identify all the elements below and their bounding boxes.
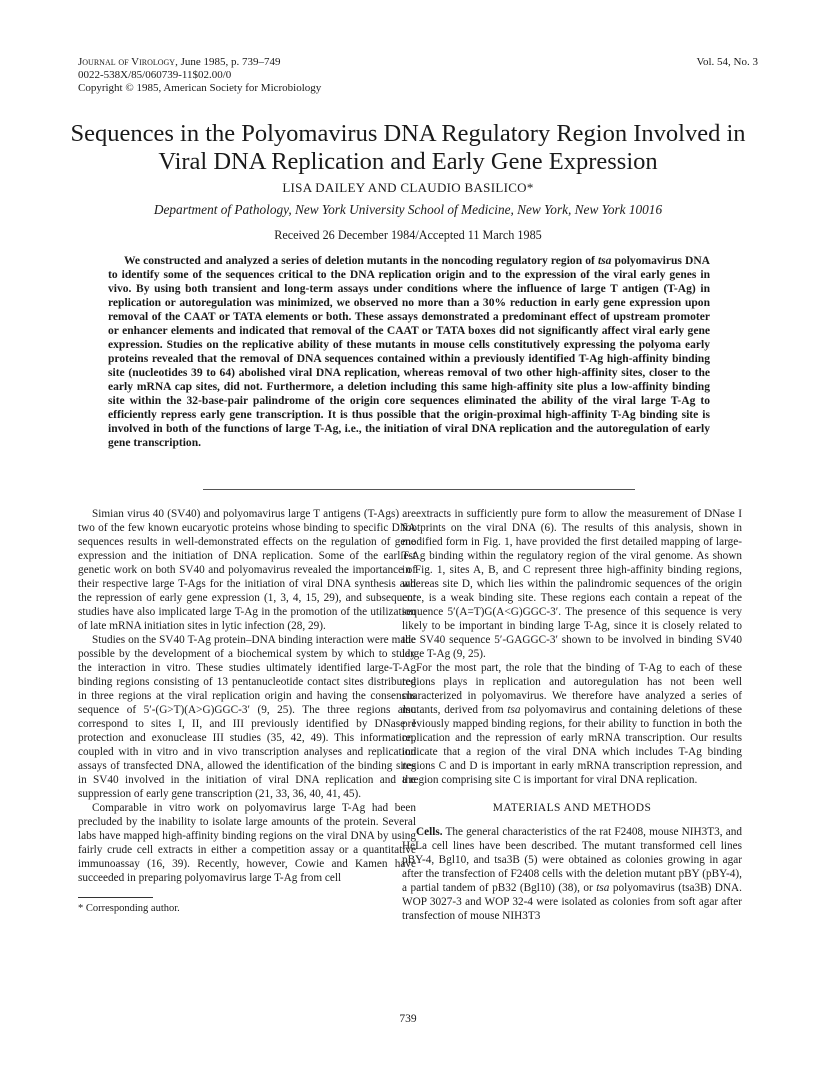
body-paragraph: Cells. The general characteristics of the rat F2408, mouse NIH3T3, and HeLa cell lines have been described. The mutant transformed cell lines pBY-4, Bgl10, and tsa3B (5) were obtained as colonies growing in agar after the transfection of F2408 cells with the deletion mutant pBY (pBY-4), a partial tandem of pB32 (Bgl10) (38), or tsa polyomavirus (tsa3B) DNA. WOP 3027-3 and WOP 32-4 were isolated as colonies from soft agar after transfection of mouse NIH3T3: [402, 826, 742, 922]
volume-number: Vol. 54, No. 3: [696, 56, 758, 68]
section-heading: MATERIALS AND METHODS: [492, 802, 652, 814]
left-column: [78, 507, 416, 885]
running-header: [78, 56, 321, 95]
body-paragraph: For the most part, the role that the binding of T-Ag to each of these regions plays in replication and autoregulation has not been well characterized in polyomavirus. We therefore have analyzed a series of mutants, derived from tsa polyomavirus and containing deletions of these previously mapped binding regions, for their ability to function in both the replication and the repression of early mRNA transcription. Our results indicate that a region of the viral DNA which includes T-Ag binding regions C and D is important in early mRNA transcription repression, and a region comprising site C is important for viral DNA replication.: [402, 662, 742, 786]
received-dates: Received 26 December 1984/Accepted 11 March 1985: [274, 228, 542, 242]
footnote-rule: [78, 897, 153, 898]
author-list: LISA DAILEY AND CLAUDIO BASILICO*: [282, 180, 534, 195]
page-number: 739: [399, 1013, 417, 1025]
journal-citation: Journal of Virology, June 1985, p. 739–749: [78, 56, 281, 68]
copyright-line: Copyright © 1985, American Society for Microbiology: [78, 82, 322, 94]
body-paragraph: extracts in sufficiently pure form to allow the measurement of DNase I footprints on the viral DNA (6). The results of this analysis, shown in modified form in Fig. 1, have provided the first detailed mapping of large-T-Ag binding within the regulatory region of the viral genome. As shown in Fig. 1, sites A, B, and C represent three high-affinity binding regions, whereas site D, which lies within the palindromic sequences of the origin core, is a weak binding site. These regions each contain a repeat of the sequence 5′(A=T)G(A<G)GGC-3′. The presence of this sequence is very likely to be important in binding large T-Ag, since it is closely related to the SV40 sequence 5′-GAGGC-3′ shown to be involved in binding SV40 large T-Ag (9, 25).: [402, 508, 742, 660]
title-line-1: Sequences in the Polyomavirus DNA Regulatory Region Involved in: [70, 120, 746, 147]
article-code: 0022-538X/85/060739-11$02.00/0: [78, 69, 232, 81]
abstract: We constructed and analyzed a series of deletion mutants in the noncoding regulatory region of tsa polyomavirus DNA to identify some of the sequences critical to the DNA replication origin and to the expression of the viral early genes in vivo. By using both transient and long-term assays under conditions where the influence of large T antigen (T-Ag) in replication or autoregulation was minimized, we observed no more than a 30% reduction in early gene expression upon removal of the CAAT or TATA elements or both. These assays demonstrated a predominant effect of upstream promoter or enhancer elements and indicated that removal of the CAAT or TATA boxes did not significantly affect viral early gene expression. Studies on the replicative ability of these mutants in mouse cells constitutively expressing the polyoma early proteins revealed that the removal of DNA sequences contained within a previously identified T-Ag high-affinity binding site (nucleotides 39 to 64) abolished viral DNA replication, whereas removal of two other high-affinity sites, closer to the early mRNA cap sites, did not. Furthermore, a deletion including this same high-affinity site plus a low-affinity binding site within the 32-base-pair palindrome of the origin core sequences eliminated the ability of the viral large T-Ag to efficiently repress early gene transcription. It is thus possible that the origin-proximal high-affinity T-Ag binding site is involved in both of the functions of large T-Ag, i.e., the initiation of viral DNA replication and the autoregulation of early gene transcription.: [108, 255, 711, 449]
title-line-2: Viral DNA Replication and Early Gene Expression: [158, 148, 658, 175]
body-paragraph: Comparable in vitro work on polyomavirus large T-Ag had been precluded by the inability to isolate large amounts of the protein. Several labs have mapped high-affinity binding regions on the viral DNA by using fairly crude cell extracts in either a competition assay or a quantitative immunoassay (16, 39). Recently, however, Cowie and Kamen have succeeded in preparing polyomavirus large T-Ag from cell: [78, 802, 416, 884]
right-column: [402, 507, 742, 923]
body-paragraph: Simian virus 40 (SV40) and polyomavirus large T antigens (T-Ags) are two of the few known eucaryotic proteins whose binding to specific DNA sequences results in well-demonstrated effects on the regulation of gene expression and the initiation of DNA replication. Some of the earliest genetic work on both SV40 and polyomavirus revealed the importance of their respective large T-Ags for the initiation of viral DNA synthesis and the repression of early gene expression (1, 3, 4, 15, 29), and subsequent studies have also implicated large T-Ag in the promotion of the utilization of late mRNA initiation sites in lytic infection (28, 29).: [78, 508, 416, 632]
section-divider: [203, 489, 635, 490]
affiliation: Department of Pathology, New York University School of Medicine, New York, New York 10016: [153, 202, 663, 217]
footnote: * Corresponding author.: [78, 903, 180, 914]
article-title: [40, 120, 776, 176]
body-paragraph: Studies on the SV40 T-Ag protein–DNA binding interaction were made possible by the development of a biochemical system by which to study the interaction in vitro. These studies ultimately identified large-T-Ag binding regions consisting of 13 pentanucleotide contact sites distributed in three regions at the viral replication origin and having the consensus sequence of 5′-(G>T)(A>G)GGC-3′ (9, 25). The three regions also correspond to sites I, II, and III previously identified by DNase I protection and exonuclease III studies (35, 42, 49). This information, coupled with in vitro and in vivo transcription analyses and replication assays of transfected DNA, allowed the identification of the binding sites in SV40 involved in the initiation of viral DNA replication and the suppression of early gene transcription (21, 33, 36, 40, 41, 45).: [78, 634, 416, 800]
